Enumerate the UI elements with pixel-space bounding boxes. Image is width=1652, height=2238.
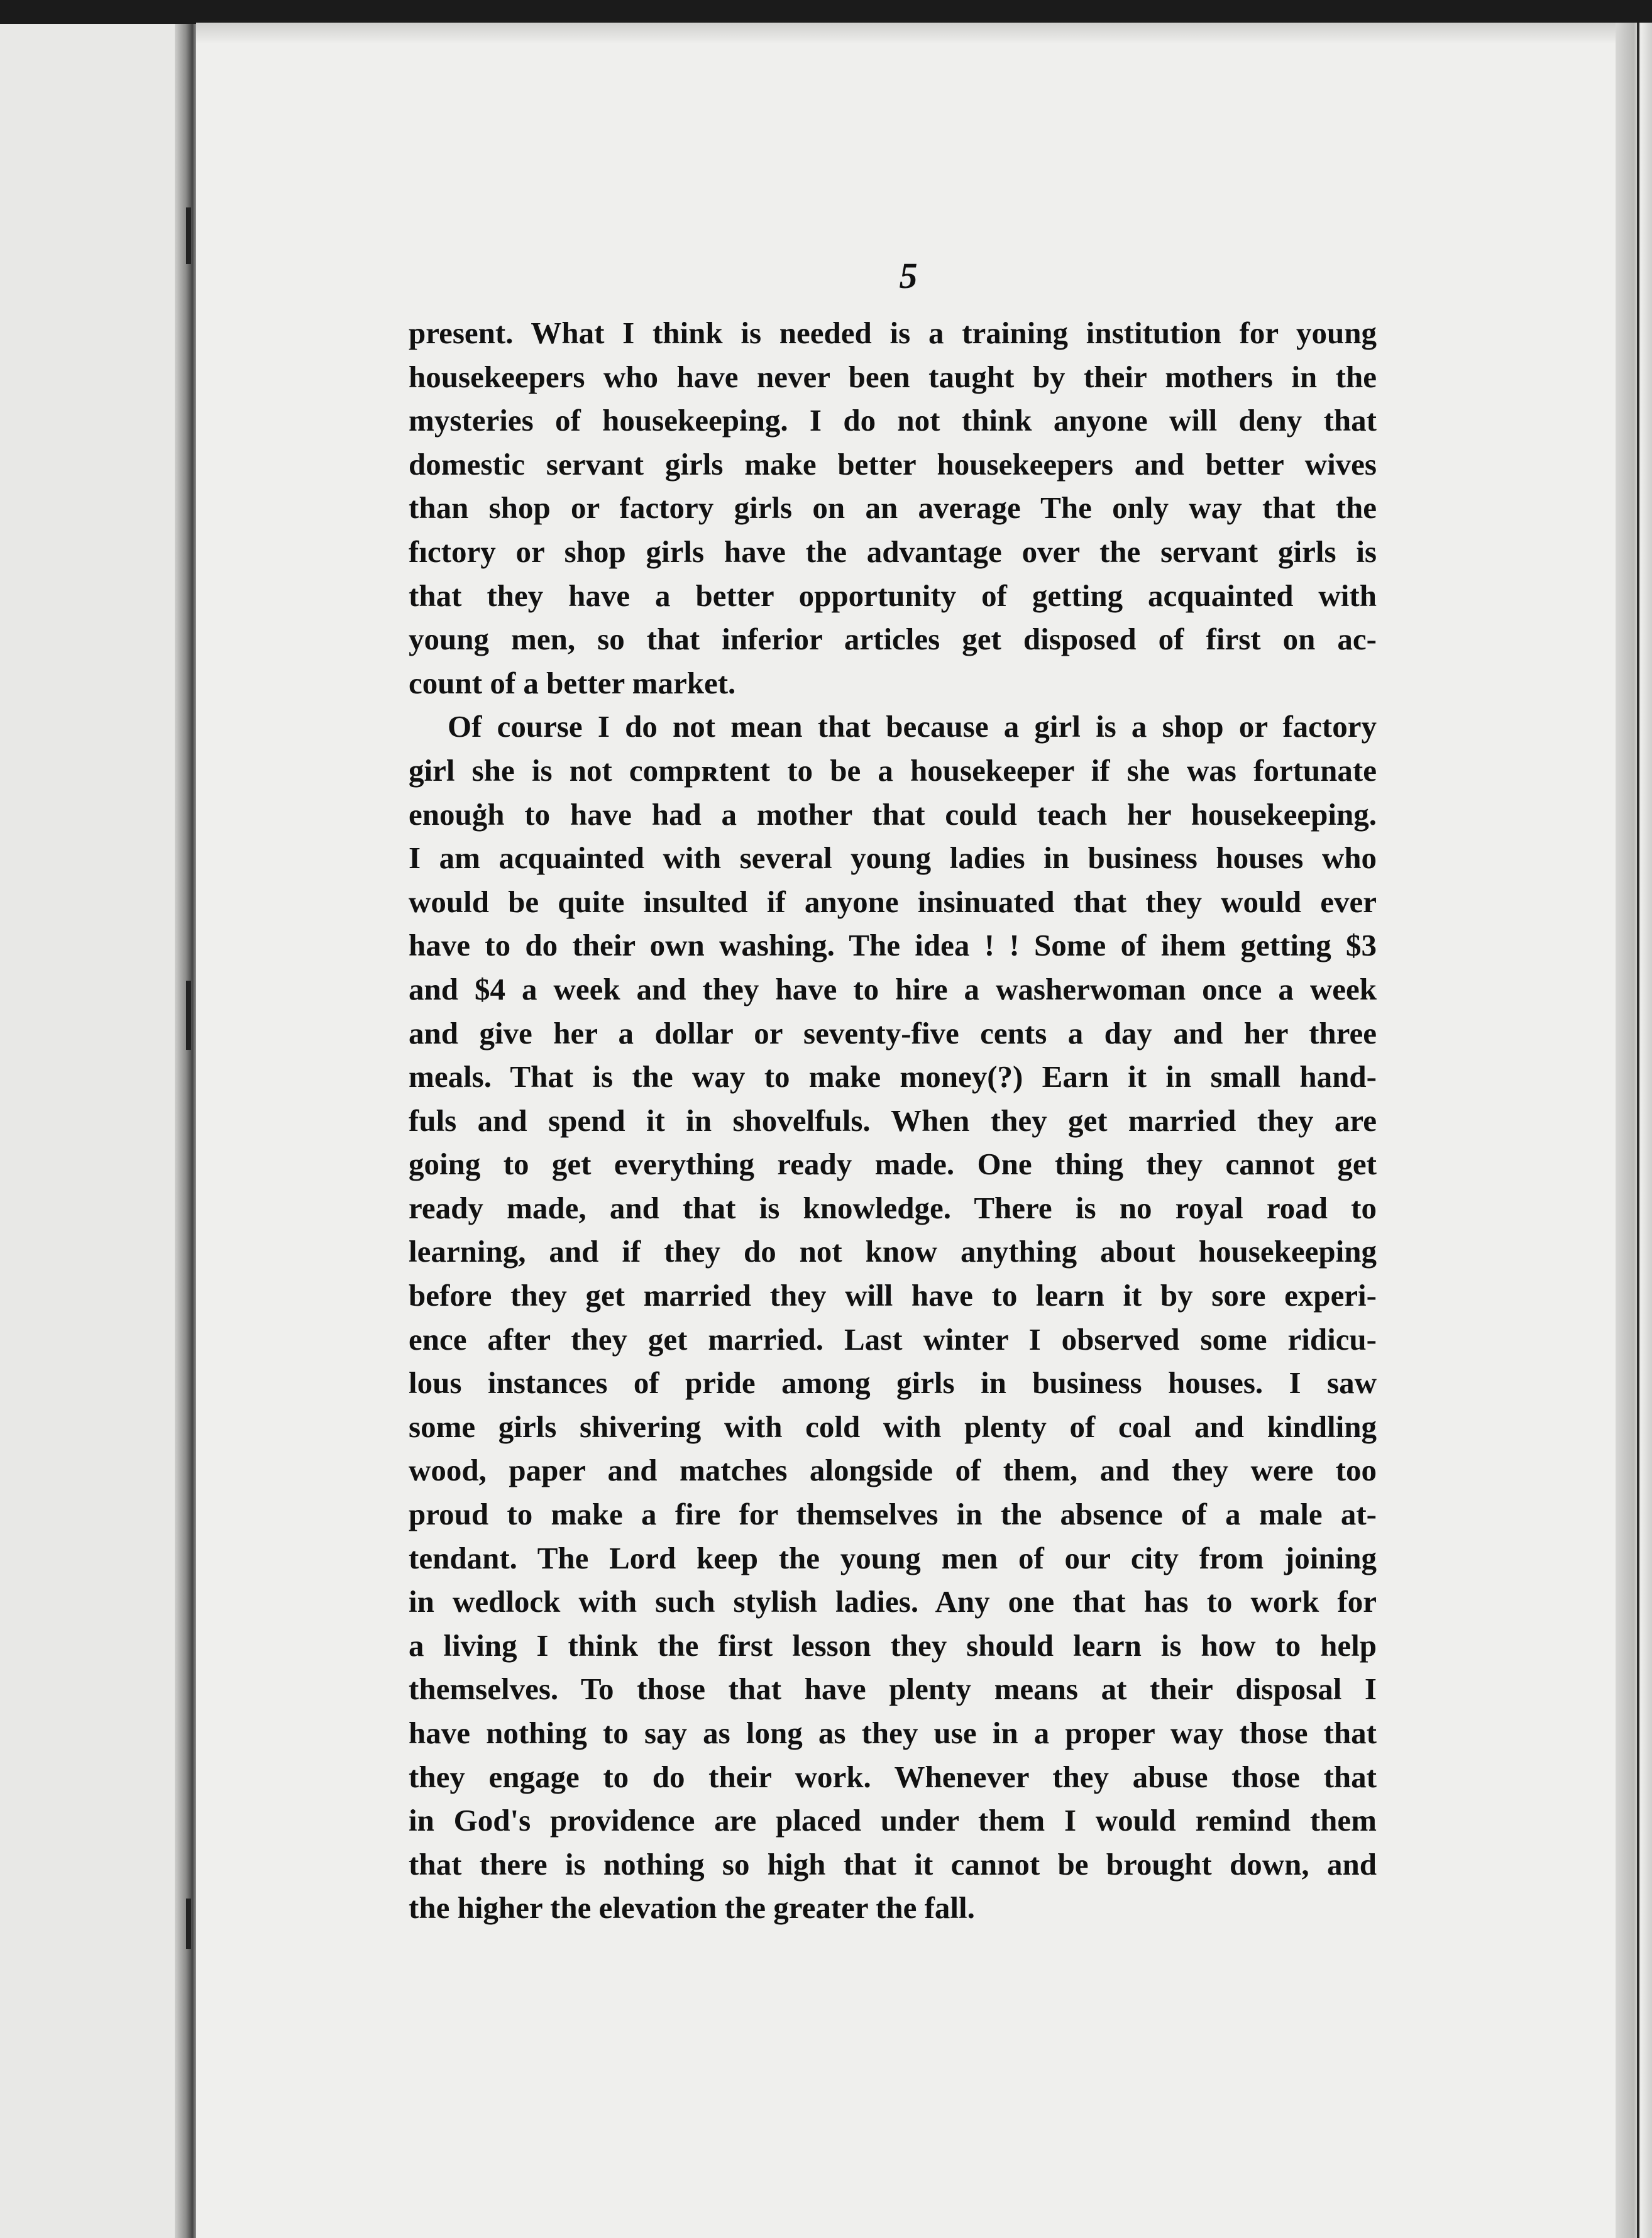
text-line: lous instances of pride among girls in business houses. I saw	[409, 1365, 1377, 1401]
text-line: in wedlock with such stylish ladies. Any one that has to work for	[409, 1584, 1377, 1619]
text-line: that they have a better opportunity of getting acquainted with	[409, 578, 1377, 613]
text-line: ence after they get married. Last winter I observed some ridicu-	[409, 1321, 1377, 1357]
text-line: mysteries of housekeeping. I do not think anyone will deny that	[409, 403, 1377, 438]
text-line: have to do their own washing. The idea ! ! Some of ihem getting $3	[409, 928, 1377, 963]
text-line: housekeepers who have never been taught by their mothers in the	[409, 359, 1377, 394]
text-line: fuls and spend it in shovelfuls. When they get married they are	[409, 1103, 1377, 1138]
text-line: themselves. To those that have plenty means at their disposal I	[409, 1672, 1377, 1707]
text-line: girl she is not compʀtent to be a housekeeper if she was fortunate	[409, 752, 1377, 788]
text-line: proud to make a fire for themselves in the absence of a male at-	[409, 1497, 1377, 1532]
text-line: fıctory or shop girls have the advantage over the servant girls is	[409, 534, 1377, 569]
text-line: tendant. The Lord keep the young men of our city from joining	[409, 1540, 1377, 1575]
text-line: than shop or factory girls on an average The only way that the	[409, 490, 1377, 526]
text-line: present. What I think is needed is a training institution for young	[409, 316, 1377, 350]
text-line: learning, and if they do not know anything about housekeeping	[409, 1234, 1377, 1269]
text-line: have nothing to say as long as they use in a proper way those that	[409, 1716, 1377, 1750]
text-line: I am acquainted with several young ladies in business houses who	[409, 841, 1377, 876]
text-line: would be quite insulted if anyone insinuated that they would ever	[409, 884, 1377, 919]
gutter-mark	[186, 981, 191, 1050]
facing-page-edge	[0, 24, 187, 2238]
text-line: in God's providence are placed under them I would remind them	[409, 1803, 1377, 1838]
text-line: a living I think the first lesson they should learn is how to help	[409, 1628, 1377, 1663]
text-line: they engage to do their work. Whenever they abuse those that	[409, 1759, 1377, 1794]
text-line: that there is nothing so high that it cannot be brought down, and	[409, 1846, 1377, 1882]
text-line: and $4 a week and they have to hire a washerwoman once a week	[409, 971, 1377, 1006]
text-line: domestic servant girls make better housekeepers and better wives	[409, 446, 1377, 482]
page-right-edge	[1616, 23, 1652, 2238]
body-text	[409, 311, 1377, 1930]
page-number: 5	[899, 255, 918, 296]
text-line: meals. That is the way to make money(?) Earn it in small hand-	[409, 1059, 1377, 1094]
text-line: count of a better market.	[409, 665, 736, 700]
text-line: ready made, and that is knowledge. There is no royal road to	[409, 1190, 1377, 1225]
text-line: enouġh to have had a mother that could teach her housekeeping.	[409, 797, 1377, 832]
text-line: the higher the elevation the greater the fall.	[409, 1890, 975, 1926]
gutter-mark	[186, 207, 191, 264]
text-line: going to get everything ready made. One thing they cannot get	[409, 1147, 1377, 1182]
gutter-mark	[186, 1899, 191, 1949]
text-line: and give her a dollar or seventy-five cents a day and her three	[409, 1015, 1377, 1050]
text-line: some girls shivering with cold with plenty of coal and kindling	[409, 1409, 1377, 1444]
page-top-edge	[196, 23, 1616, 44]
paragraph-start-line: Of course I do not mean that because a girl is a shop or factory	[448, 709, 1377, 744]
page-border-line	[1637, 23, 1639, 2238]
text-line: before they get married they will have to learn it by sore experi-	[409, 1278, 1377, 1313]
text-line: wood, paper and matches alongside of them, and they were too	[409, 1453, 1377, 1488]
text-line: young men, so that inferior articles get disposed of first on ac-	[409, 622, 1377, 657]
